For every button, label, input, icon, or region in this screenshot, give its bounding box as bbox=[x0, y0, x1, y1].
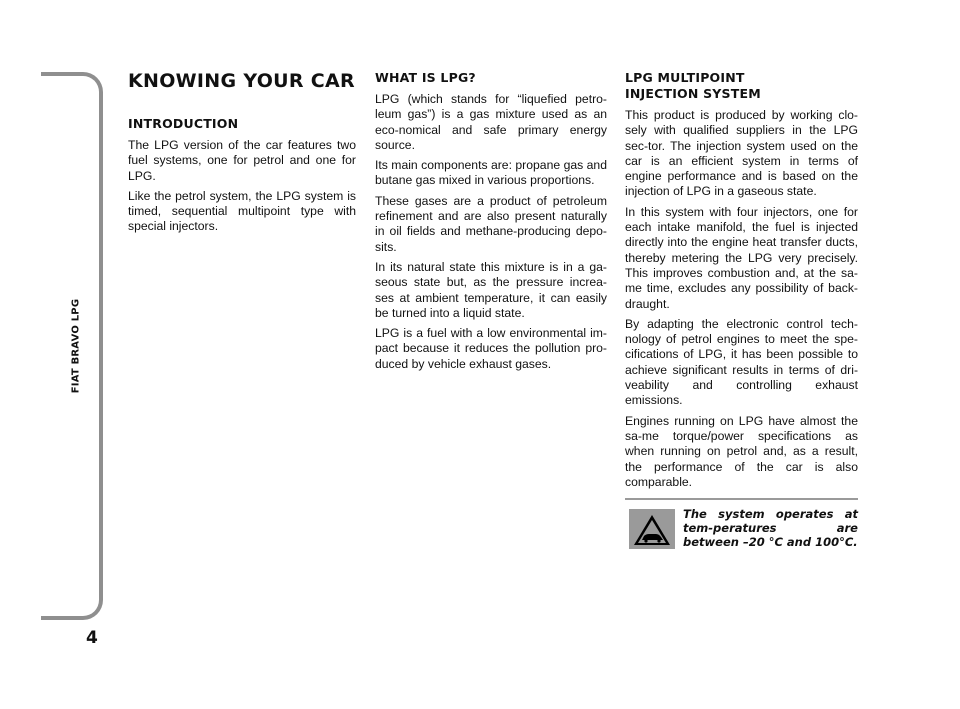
multipoint-paragraph: Engines running on LPG have almost the sa-me torque/power specifications as when running on petrol and, as a result, the performance of the car is also comparable. bbox=[625, 413, 858, 489]
what-is-lpg-paragraph: LPG (which stands for “liquefied petro-leum gas”) is a gas mixture used as an eco-nomical and safe primary energy source. bbox=[375, 92, 607, 152]
page-number: 4 bbox=[86, 628, 98, 648]
column-what-is-lpg bbox=[375, 70, 607, 377]
introduction-paragraph: The LPG version of the car features two fuel systems, one for petrol and one for LPG. bbox=[128, 138, 356, 183]
multipoint-paragraph: By adapting the electronic control tech-nology of petrol engines to meet the spe-cifications of LPG, it has been possible to achieve significant results in terms of dri-veability and controlling exhaust emissions. bbox=[625, 316, 858, 408]
introduction-paragraph: Like the petrol system, the LPG system is timed, sequential multipoint type with special injectors. bbox=[128, 188, 356, 234]
warning-note bbox=[625, 498, 858, 554]
multipoint-paragraph: This product is produced by working clo-sely with qualified suppliers in the LPG sec-tor. The injection system used on the car is an efficient system in terms of engine performance and is based on the injection of LPG in a gaseous state. bbox=[625, 108, 858, 199]
multipoint-heading-line1: LPG MULTIPOINT bbox=[625, 70, 745, 85]
vertical-book-title: FIAT BRAVO LPG bbox=[70, 298, 82, 394]
introduction-heading: INTRODUCTION bbox=[128, 116, 239, 131]
what-is-lpg-paragraph: In its natural state this mixture is in a ga-seous state but, as the pressure increa-ses at ambient temperature, it can easily be turned into a liquid state. bbox=[375, 259, 607, 320]
warning-triangle-car-icon bbox=[629, 509, 675, 549]
what-is-lpg-paragraph: Its main components are: propane gas and butane gas mixed in various proportions. bbox=[375, 158, 607, 188]
page-title: KNOWING YOUR CAR bbox=[128, 70, 355, 92]
column-introduction bbox=[128, 70, 356, 240]
column-multipoint bbox=[625, 70, 858, 495]
multipoint-heading bbox=[625, 70, 858, 102]
multipoint-heading-line2: INJECTION SYSTEM bbox=[625, 86, 761, 101]
warning-divider bbox=[625, 498, 858, 500]
warning-text: The system operates at tem-peratures are between –20 °C and 100°C. bbox=[683, 507, 858, 549]
what-is-lpg-paragraph: LPG is a fuel with a low environmental im-pact because it reduces the pollution pro-duced by vehicle exhaust gases. bbox=[375, 326, 607, 371]
multipoint-paragraph: In this system with four injectors, one for each intake manifold, the fuel is injected directly into the engine heat transfer ducts, thereby metering the LPG very precisely. This improves combustion and, at the sa-me time, excludes any possibility of back-draught. bbox=[625, 204, 858, 311]
what-is-lpg-heading: WHAT IS LPG? bbox=[375, 70, 476, 85]
what-is-lpg-paragraph: These gases are a product of petroleum refinement and are also present naturally in oil fields and methane-producing depo-sits. bbox=[375, 193, 607, 254]
